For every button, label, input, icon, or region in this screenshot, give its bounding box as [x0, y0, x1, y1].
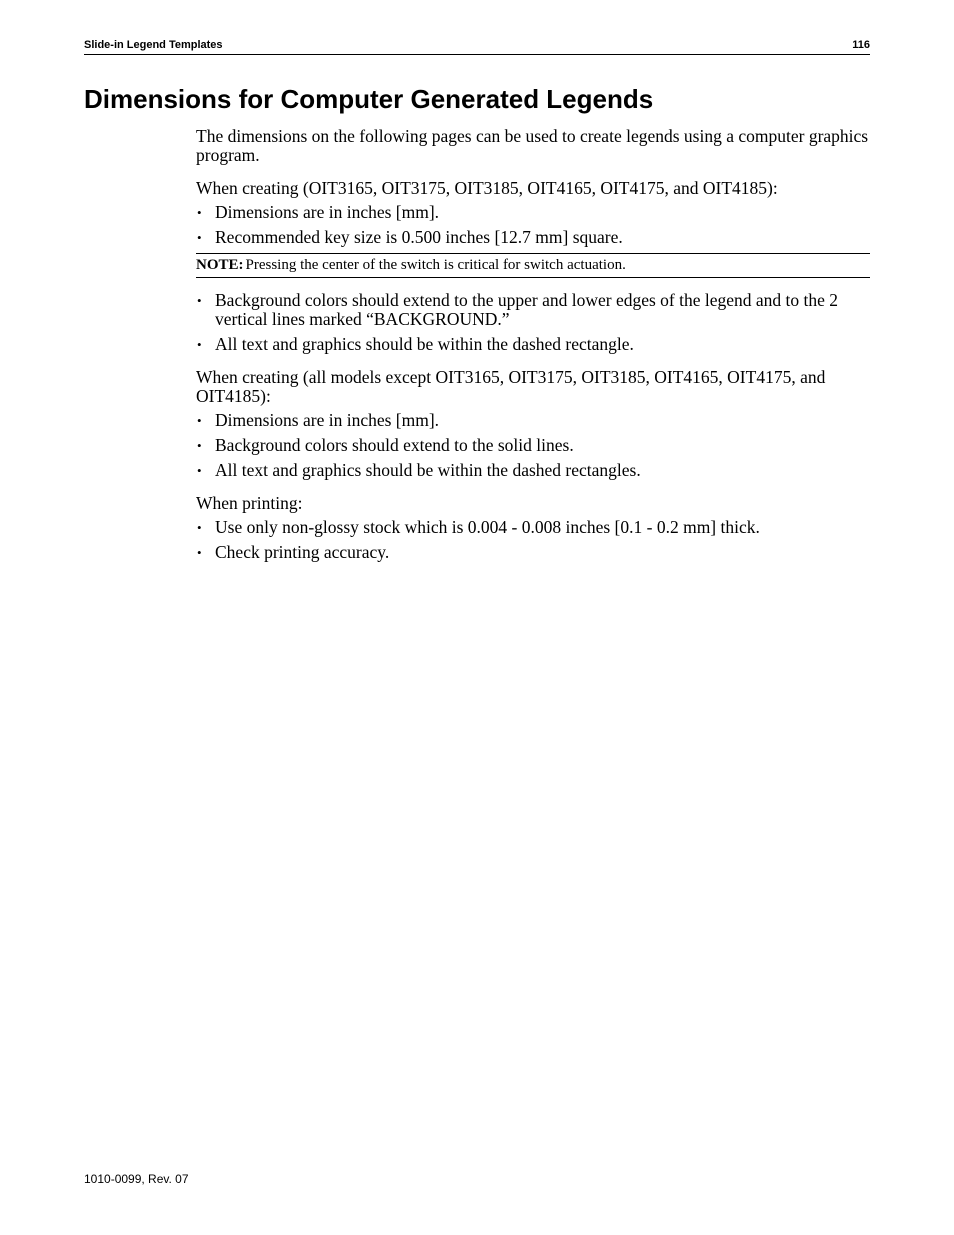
header-page-number: 116 — [852, 39, 870, 51]
intro-paragraph: The dimensions on the following pages can be used to create legends using a computer graphics program. — [196, 126, 869, 165]
list-item: • All text and graphics should be within the dashed rectangles. — [196, 461, 870, 480]
list-item: • Recommended key size is 0.500 inches [12.7 mm] square. — [196, 228, 870, 247]
group1b-bullet-list — [196, 291, 870, 354]
note-label: NOTE: — [196, 257, 244, 273]
list-item: • Background colors should extend to the upper and lower edges of the legend and to the 2 vertical lines marked “BACKGROUND.” — [196, 291, 870, 329]
group2-lead: When creating (all models except OIT3165, OIT3175, OIT3185, OIT4165, OIT4175, and OIT4185): — [196, 367, 826, 406]
group3-lead: When printing: — [196, 493, 303, 513]
list-item: • Use only non-glossy stock which is 0.004 - 0.008 inches [0.1 - 0.2 mm] thick. — [196, 518, 870, 537]
body-content — [196, 127, 870, 568]
header-section-title: Slide-in Legend Templates — [84, 39, 223, 51]
page-footer: 1010-0099, Rev. 07 — [84, 1172, 189, 1186]
list-item: • Background colors should extend to the solid lines. — [196, 436, 870, 455]
page-header — [84, 38, 870, 55]
list-item: • Check printing accuracy. — [196, 543, 870, 562]
group1-lead: When creating (OIT3165, OIT3175, OIT3185, OIT4165, OIT4175, and OIT4185): — [196, 178, 778, 198]
group1-bullet-list — [196, 203, 870, 247]
group2-bullet-list — [196, 411, 870, 480]
list-item: • Dimensions are in inches [mm]. — [196, 203, 870, 222]
list-item: • All text and graphics should be within the dashed rectangle. — [196, 335, 870, 354]
page-title: Dimensions for Computer Generated Legends — [84, 84, 654, 114]
note-text: Pressing the center of the switch is critical for switch actuation. — [245, 257, 626, 273]
group3-bullet-list — [196, 518, 870, 562]
list-item: • Dimensions are in inches [mm]. — [196, 411, 870, 430]
note-box — [196, 253, 870, 278]
